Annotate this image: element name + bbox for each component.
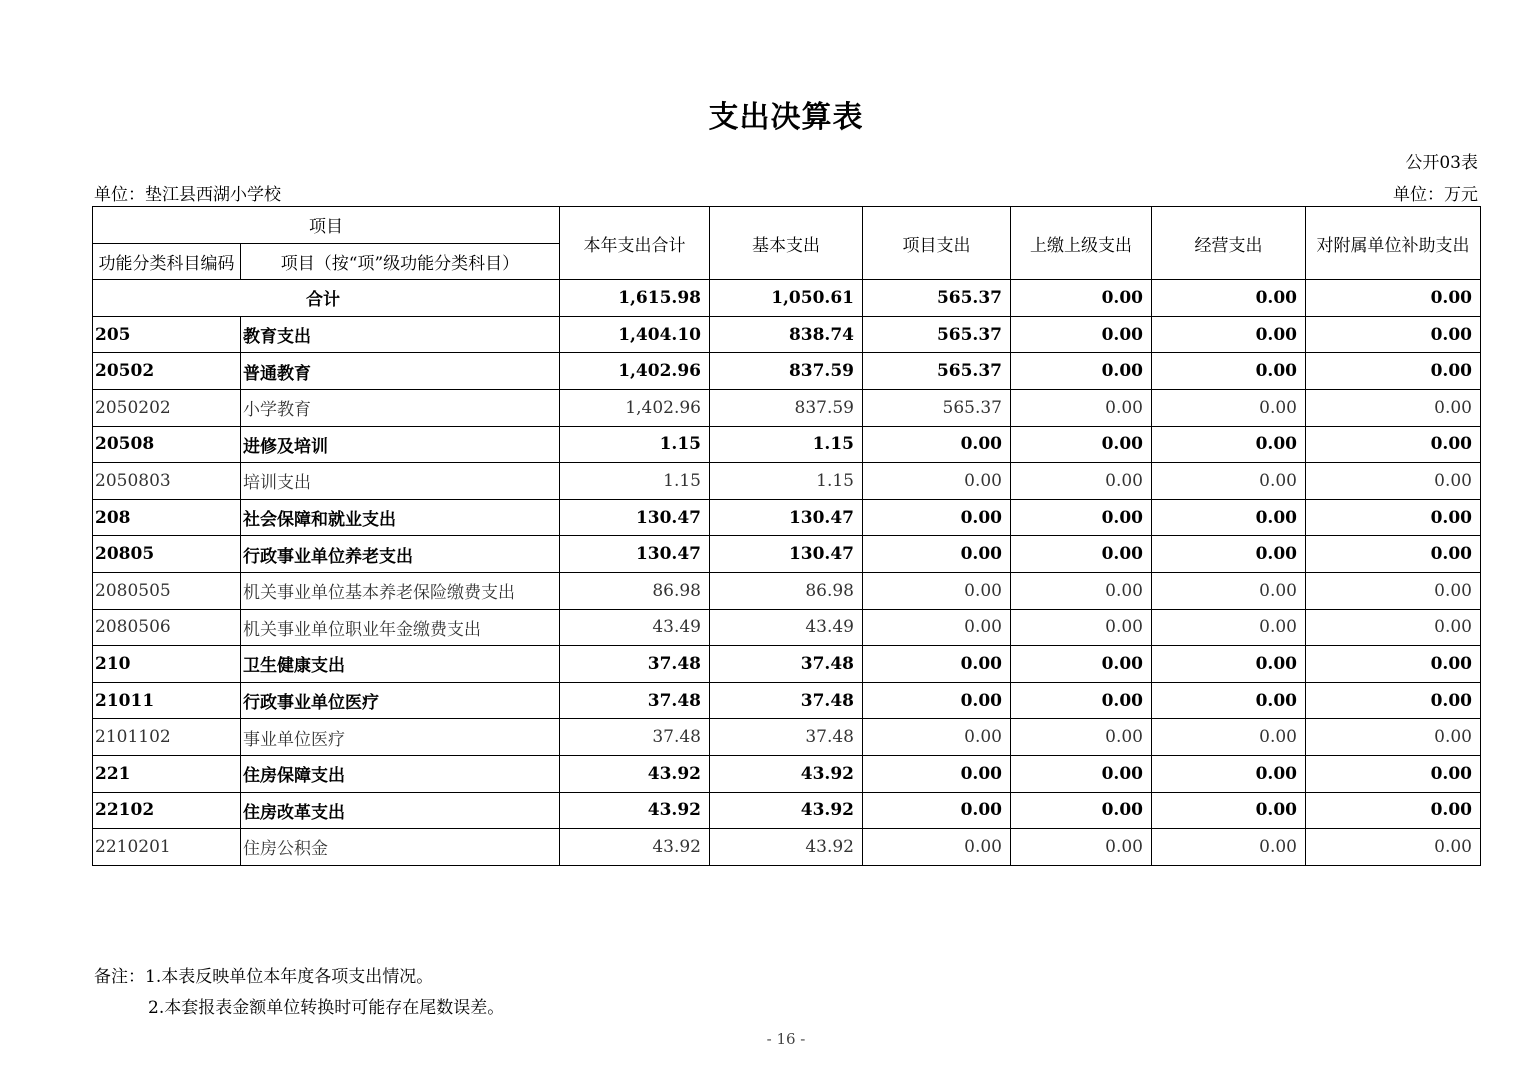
- cell-project: 0.00: [863, 499, 1011, 536]
- cell-basic: 37.48: [710, 719, 863, 756]
- cell-code: 205: [93, 316, 241, 353]
- cell-basic: 43.92: [710, 755, 863, 792]
- cell-upper: 0.00: [1011, 829, 1152, 866]
- cell-project: 565.37: [863, 389, 1011, 426]
- cell-project: 565.37: [863, 353, 1011, 390]
- table-row: [93, 792, 1481, 829]
- cell-project: 0.00: [863, 792, 1011, 829]
- cell-basic: 130.47: [710, 499, 863, 536]
- table-row: [93, 682, 1481, 719]
- cell-basic: 43.92: [710, 829, 863, 866]
- cell-upper: 0.00: [1011, 719, 1152, 756]
- cell-project: 0.00: [863, 572, 1011, 609]
- cell-basic: 37.48: [710, 682, 863, 719]
- cell-business: 0.00: [1152, 499, 1306, 536]
- table-row: [93, 353, 1481, 390]
- cell-total: 1,404.10: [560, 316, 710, 353]
- cell-project: 0.00: [863, 682, 1011, 719]
- table-row: [93, 829, 1481, 866]
- cell-name: 培训支出: [241, 463, 560, 500]
- cell-project: 0.00: [863, 829, 1011, 866]
- cell-project: 565.37: [863, 280, 1011, 317]
- cell-business: 0.00: [1152, 719, 1306, 756]
- cell-code: 2050803: [93, 463, 241, 500]
- cell-basic: 1.15: [710, 426, 863, 463]
- cell-business: 0.00: [1152, 646, 1306, 683]
- page-number: - 16 -: [766, 1030, 806, 1048]
- cell-upper: 0.00: [1011, 499, 1152, 536]
- total-label: 合计: [93, 280, 560, 317]
- table-row: [93, 426, 1481, 463]
- cell-subsidy: 0.00: [1306, 572, 1481, 609]
- cell-upper: 0.00: [1011, 572, 1152, 609]
- cell-business: 0.00: [1152, 609, 1306, 646]
- cell-total: 86.98: [560, 572, 710, 609]
- cell-business: 0.00: [1152, 316, 1306, 353]
- cell-business: 0.00: [1152, 463, 1306, 500]
- cell-name: 行政事业单位医疗: [241, 682, 560, 719]
- notes: [94, 962, 504, 1024]
- cell-code: 2210201: [93, 829, 241, 866]
- cell-subsidy: 0.00: [1306, 792, 1481, 829]
- cell-code: 20502: [93, 353, 241, 390]
- cell-upper: 0.00: [1011, 316, 1152, 353]
- cell-business: 0.00: [1152, 353, 1306, 390]
- cell-name: 卫生健康支出: [241, 646, 560, 683]
- cell-total: 37.48: [560, 646, 710, 683]
- cell-basic: 43.92: [710, 792, 863, 829]
- cell-project: 0.00: [863, 719, 1011, 756]
- table-body: [93, 280, 1481, 866]
- cell-project: 0.00: [863, 463, 1011, 500]
- form-number: 公开03表: [1405, 153, 1478, 173]
- cell-upper: 0.00: [1011, 353, 1152, 390]
- currency-unit: 单位：万元: [1393, 185, 1478, 205]
- header-basic: 基本支出: [710, 207, 863, 280]
- cell-code: 2101102: [93, 719, 241, 756]
- table-row: [93, 646, 1481, 683]
- table-row: [93, 572, 1481, 609]
- cell-basic: 130.47: [710, 536, 863, 573]
- cell-subsidy: 0.00: [1306, 463, 1481, 500]
- header-project: 项目: [93, 207, 560, 244]
- cell-basic: 1,050.61: [710, 280, 863, 317]
- cell-subsidy: 0.00: [1306, 646, 1481, 683]
- cell-total: 37.48: [560, 682, 710, 719]
- cell-subsidy: 0.00: [1306, 829, 1481, 866]
- cell-subsidy: 0.00: [1306, 536, 1481, 573]
- cell-name: 普通教育: [241, 353, 560, 390]
- cell-subsidy: 0.00: [1306, 755, 1481, 792]
- cell-name: 机关事业单位职业年金缴费支出: [241, 609, 560, 646]
- cell-subsidy: 0.00: [1306, 426, 1481, 463]
- cell-total: 43.92: [560, 792, 710, 829]
- table-row: [93, 463, 1481, 500]
- cell-business: 0.00: [1152, 755, 1306, 792]
- cell-upper: 0.00: [1011, 755, 1152, 792]
- table-row: [93, 316, 1481, 353]
- cell-subsidy: 0.00: [1306, 499, 1481, 536]
- cell-name: 行政事业单位养老支出: [241, 536, 560, 573]
- cell-name: 社会保障和就业支出: [241, 499, 560, 536]
- cell-total: 1,615.98: [560, 280, 710, 317]
- cell-project: 0.00: [863, 646, 1011, 683]
- cell-name: 事业单位医疗: [241, 719, 560, 756]
- cell-subsidy: 0.00: [1306, 609, 1481, 646]
- cell-code: 208: [93, 499, 241, 536]
- cell-project: 0.00: [863, 426, 1011, 463]
- table-row: [93, 609, 1481, 646]
- cell-total: 1,402.96: [560, 353, 710, 390]
- cell-code: 2080506: [93, 609, 241, 646]
- table-row: [93, 499, 1481, 536]
- header-name: 项目（按“项”级功能分类科目）: [241, 243, 560, 280]
- page-title: 支出决算表: [708, 100, 864, 135]
- header-subsidy: 对附属单位补助支出: [1306, 207, 1481, 280]
- total-row: [93, 280, 1481, 317]
- cell-subsidy: 0.00: [1306, 389, 1481, 426]
- header-project-expenditure: 项目支出: [863, 207, 1011, 280]
- cell-code: 210: [93, 646, 241, 683]
- table-row: [93, 719, 1481, 756]
- expenditure-table: [92, 206, 1481, 866]
- cell-total: 43.49: [560, 609, 710, 646]
- cell-total: 1.15: [560, 463, 710, 500]
- cell-total: 37.48: [560, 719, 710, 756]
- cell-project: 0.00: [863, 609, 1011, 646]
- table-row: [93, 389, 1481, 426]
- cell-business: 0.00: [1152, 792, 1306, 829]
- cell-basic: 838.74: [710, 316, 863, 353]
- header-total: 本年支出合计: [560, 207, 710, 280]
- cell-project: 0.00: [863, 755, 1011, 792]
- header-upper-level: 上缴上级支出: [1011, 207, 1152, 280]
- cell-basic: 86.98: [710, 572, 863, 609]
- cell-business: 0.00: [1152, 572, 1306, 609]
- cell-name: 机关事业单位基本养老保险缴费支出: [241, 572, 560, 609]
- cell-subsidy: 0.00: [1306, 280, 1481, 317]
- cell-business: 0.00: [1152, 280, 1306, 317]
- cell-project: 0.00: [863, 536, 1011, 573]
- cell-name: 住房保障支出: [241, 755, 560, 792]
- cell-upper: 0.00: [1011, 426, 1152, 463]
- header-business: 经营支出: [1152, 207, 1306, 280]
- cell-upper: 0.00: [1011, 389, 1152, 426]
- cell-business: 0.00: [1152, 536, 1306, 573]
- header-code: 功能分类科目编码: [93, 243, 241, 280]
- reporting-unit: 单位：垫江县西湖小学校: [94, 185, 281, 205]
- cell-total: 43.92: [560, 755, 710, 792]
- cell-upper: 0.00: [1011, 609, 1152, 646]
- cell-name: 教育支出: [241, 316, 560, 353]
- cell-code: 20508: [93, 426, 241, 463]
- cell-basic: 43.49: [710, 609, 863, 646]
- cell-name: 住房公积金: [241, 829, 560, 866]
- table-header: [93, 207, 1481, 280]
- cell-total: 130.47: [560, 499, 710, 536]
- cell-upper: 0.00: [1011, 792, 1152, 829]
- cell-basic: 837.59: [710, 353, 863, 390]
- cell-subsidy: 0.00: [1306, 353, 1481, 390]
- table-row: [93, 536, 1481, 573]
- cell-upper: 0.00: [1011, 646, 1152, 683]
- note-2: 2.本套报表金额单位转换时可能存在尾数误差。: [148, 998, 505, 1018]
- cell-total: 1.15: [560, 426, 710, 463]
- cell-business: 0.00: [1152, 426, 1306, 463]
- cell-business: 0.00: [1152, 829, 1306, 866]
- cell-business: 0.00: [1152, 682, 1306, 719]
- note-1: 备注：1.本表反映单位本年度各项支出情况。: [94, 967, 434, 987]
- cell-code: 21011: [93, 682, 241, 719]
- table-row: [93, 755, 1481, 792]
- cell-subsidy: 0.00: [1306, 316, 1481, 353]
- cell-code: 22102: [93, 792, 241, 829]
- cell-upper: 0.00: [1011, 536, 1152, 573]
- cell-project: 565.37: [863, 316, 1011, 353]
- cell-upper: 0.00: [1011, 463, 1152, 500]
- cell-subsidy: 0.00: [1306, 682, 1481, 719]
- cell-basic: 37.48: [710, 646, 863, 683]
- cell-basic: 1.15: [710, 463, 863, 500]
- cell-code: 221: [93, 755, 241, 792]
- cell-total: 130.47: [560, 536, 710, 573]
- cell-business: 0.00: [1152, 389, 1306, 426]
- cell-total: 1,402.96: [560, 389, 710, 426]
- cell-code: 2080505: [93, 572, 241, 609]
- cell-code: 20805: [93, 536, 241, 573]
- cell-subsidy: 0.00: [1306, 719, 1481, 756]
- cell-name: 进修及培训: [241, 426, 560, 463]
- cell-name: 住房改革支出: [241, 792, 560, 829]
- cell-upper: 0.00: [1011, 682, 1152, 719]
- cell-name: 小学教育: [241, 389, 560, 426]
- cell-code: 2050202: [93, 389, 241, 426]
- cell-total: 43.92: [560, 829, 710, 866]
- cell-upper: 0.00: [1011, 280, 1152, 317]
- cell-basic: 837.59: [710, 389, 863, 426]
